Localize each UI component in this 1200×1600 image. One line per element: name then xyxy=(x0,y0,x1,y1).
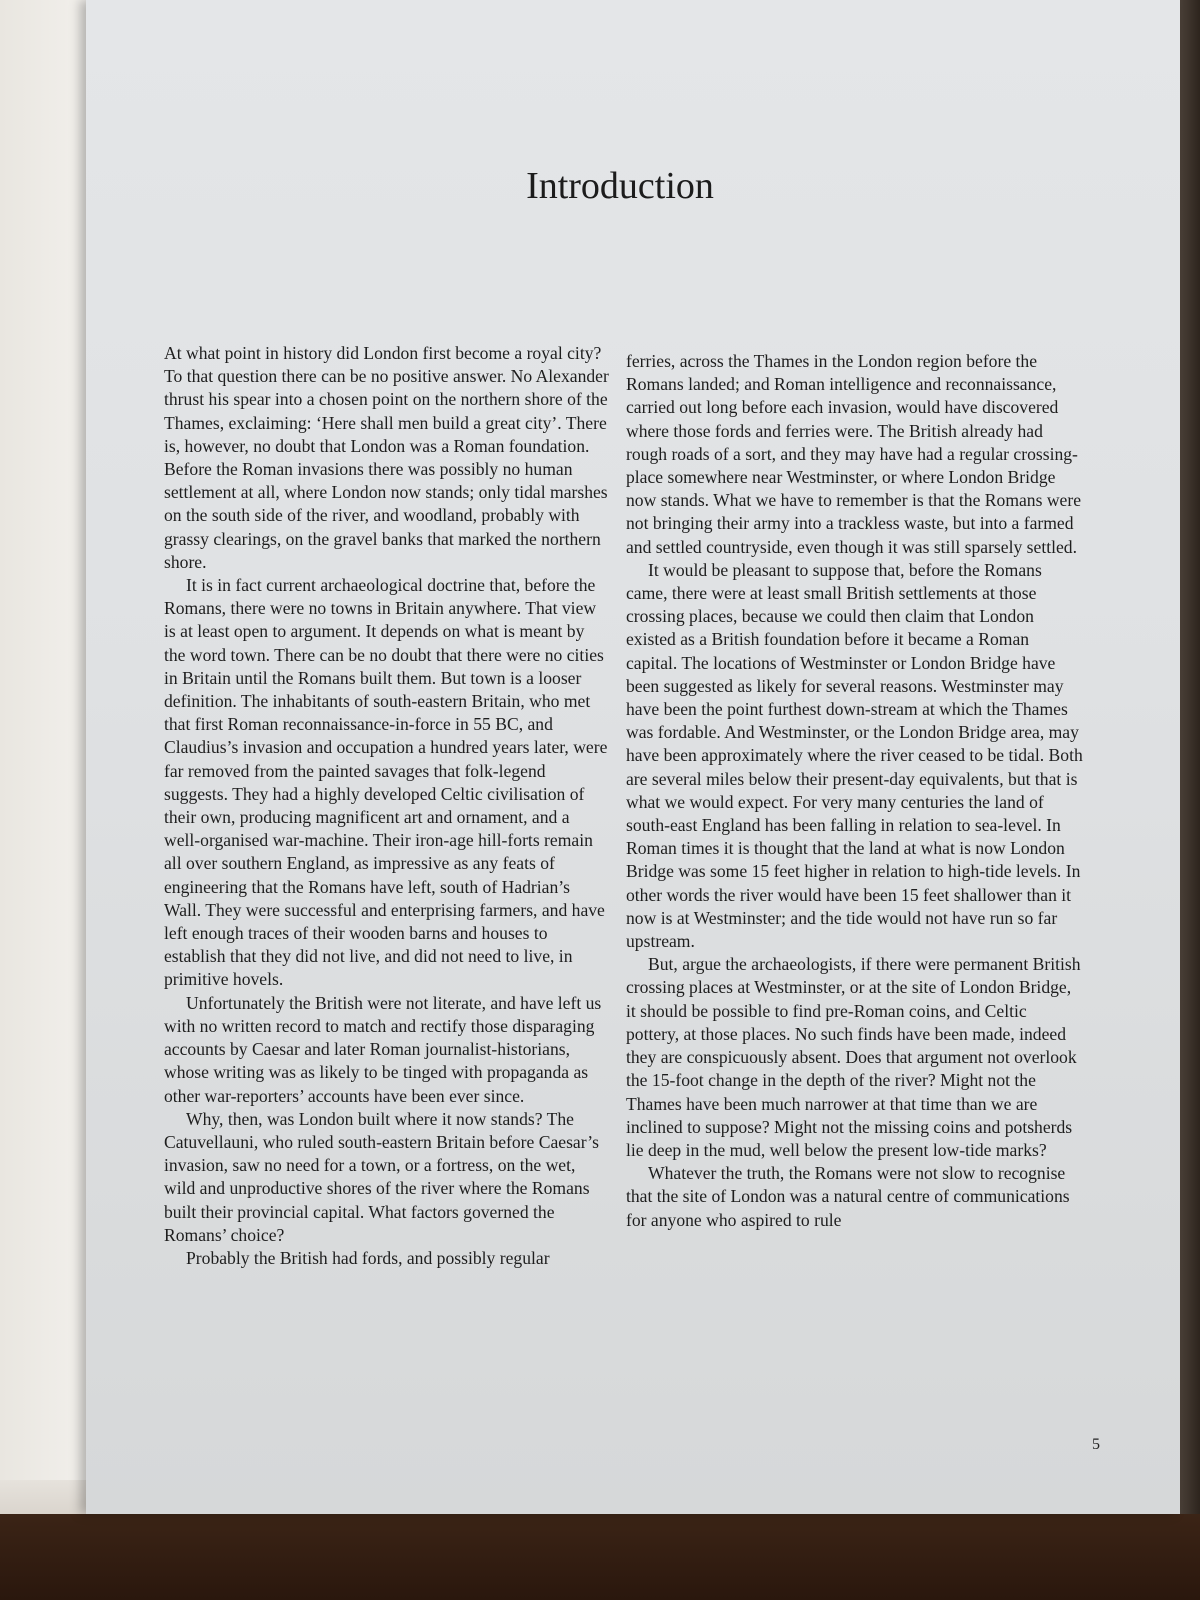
paragraph: Probably the British had fords, and possibly regular xyxy=(186,1247,550,1268)
paragraph: Why, then, was London built where it now stands? The Catuvellauni, who ruled south-eastern Britain before Caesar’s invasion, saw no need for a town, or a fortress, on the wet, wild and unproductive shores of the river where the Romans built their provincial capital. What factors governed the Romans’ choice? xyxy=(164,1108,599,1245)
left-text-column xyxy=(164,342,609,1270)
paragraph: Unfortunately the British were not literate, and have left us with no written record to match and rectify those disparaging accounts by Caesar and later Roman journalist-historians, whose writing was as likely to be tinged with propaganda as other war-reporters’ accounts have been ever since. xyxy=(164,992,602,1106)
right-text-column xyxy=(626,350,1084,1232)
paragraph: It is in fact current archaeological doctrine that, before the Romans, there were no towns in Britain anywhere. That view is at least open to argument. It depends on what is meant by the word town. There can be no doubt that there were no cities in Britain until the Romans built them. But town is a looser definition. The inhabitants of south-eastern Britain, who met that first Roman reconnaissance-in-force in 55 BC, and Claudius’s invasion and occupation a hundred years later, were far removed from the painted savages that folk-legend suggests. They had a highly developed Celtic civilisation of their own, producing magnificent art and ornament, and a well-organised war-machine. Their iron-age hill-forts remain all over southern England, as impressive as any feats of engineering that the Romans have left, south of Hadrian’s Wall. They were successful and enterprising farmers, and have left enough traces of their wooden barns and houses to establish that they did not live, and did not need to live, in primitive hovels. xyxy=(164,575,608,990)
paragraph: Whatever the truth, the Romans were not slow to recognise that the site of London was a natural centre of communications for anyone who aspired to rule xyxy=(626,1163,1070,1230)
chapter-title: Introduction xyxy=(526,165,714,207)
table-surface xyxy=(0,1514,1200,1600)
paragraph: ferries, across the Thames in the London region before the Romans landed; and Roman intelligence and reconnaissance, carried out long before each invasion, would have discovered where those fords and ferries were. The British already had rough roads of a sort, and they may have had a regular crossing-place somewhere near Westminster, or where London Bridge now stands. What we have to remember is that the Romans were not bringing their army into a trackless waste, but into a farmed and settled countryside, even though it was still sparsely settled. xyxy=(626,351,1082,557)
paragraph: At what point in history did London first become a royal city? To that question there can be no positive answer. No Alexander thrust his spear into a chosen point on the northern shore of the Thames, exclaiming: ‘Here shall men build a great city’. There is, however, no doubt that London was a Roman foundation. Before the Roman invasions there was possibly no human settlement at all, where London now stands; only tidal marshes on the south side of the river, and woodland, probably with grassy clearings, on the gravel banks that marked the northern shore. xyxy=(164,343,609,572)
book-edge xyxy=(1180,0,1200,1514)
paragraph: But, argue the archaeologists, if there were permanent British crossing places at Westminster, or at the site of London Bridge, it should be possible to find pre-Roman coins, and Celtic pottery, at those places. No such finds have been made, indeed they are conspicuously absent. Does that argument not overlook the 15-foot change in the depth of the river? Might not the Thames have been much narrower at that time than we are inclined to suppose? Might not the missing coins and potsherds lie deep in the mud, well below the present low-tide marks? xyxy=(626,954,1081,1160)
page-number: 5 xyxy=(1092,1436,1100,1453)
paragraph: It would be pleasant to suppose that, before the Romans came, there were at least small British settlements at those crossing places, because we could then claim that London existed as a British foundation before it became a Roman capital. The locations of Westminster or London Bridge have been suggested as likely for several reasons. Westminster may have been the point furthest down-stream at which the Thames was fordable. And Westminster, or the London Bridge area, may have been approximately where the river ceased to be tidal. Both are several miles below their present-day equivalents, but that is what we would expect. For very many centuries the land of south-east England has been falling in relation to sea-level. In Roman times it is thought that the land at what is now London Bridge was some 15 feet higher in relation to high-tide levels. In other words the river would have been 15 feet shallower than it now is at Westminster; and the tide would not have run so far upstream. xyxy=(626,559,1083,952)
